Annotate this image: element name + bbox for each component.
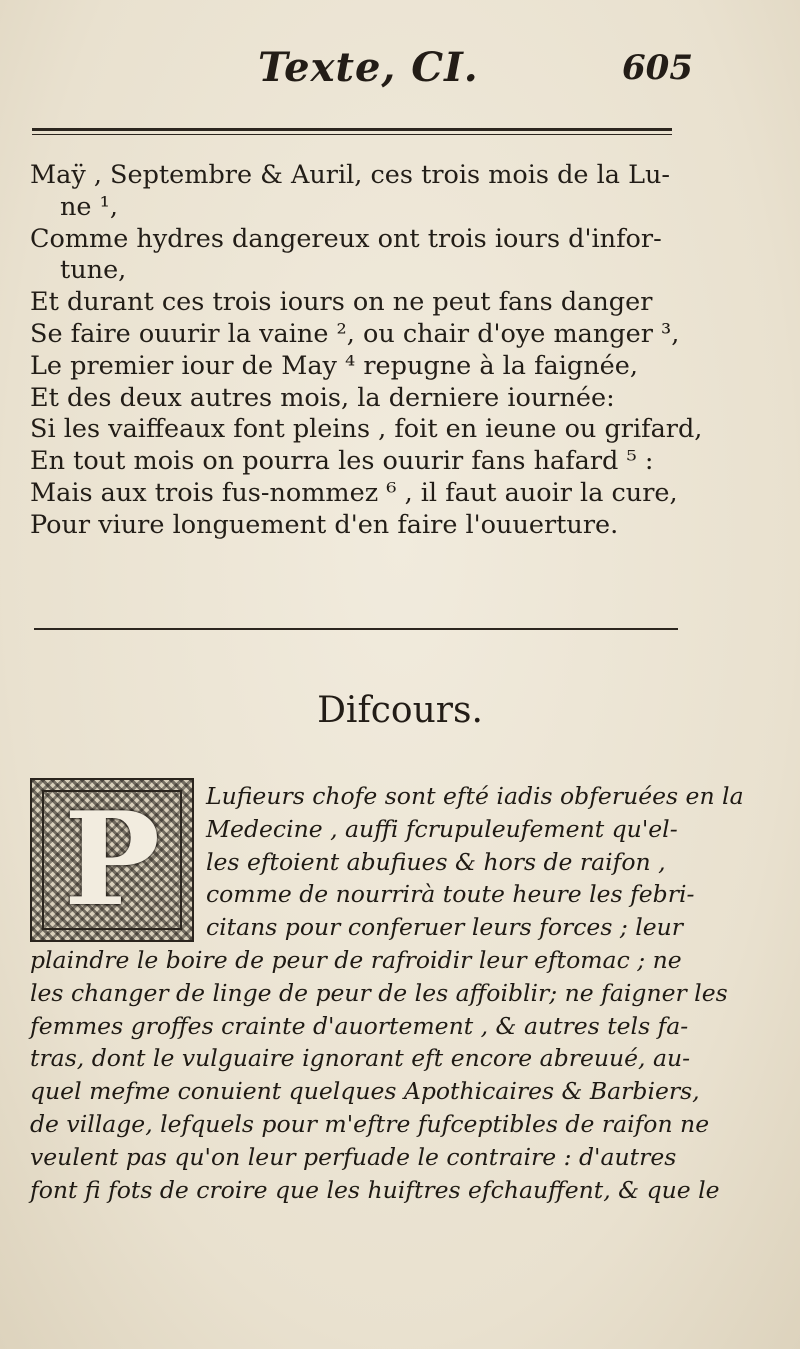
prose-line: citans pour conferuer leurs forces ; leur xyxy=(206,913,684,942)
prose-line: plaindre le boire de peur de rafroidir leur eftomac ; ne xyxy=(30,945,682,974)
prose-line: comme de nourrirà toute heure les febri- xyxy=(206,880,695,909)
verse-line: tune, xyxy=(60,255,127,286)
prose-line: les changer de linge de peur de les affoiblir; ne faigner les xyxy=(30,978,728,1007)
prose-line: font fi fots de croire que les huiftres efchauffent, & que le xyxy=(30,1175,720,1204)
verse-line: Le premier iour de May ⁴ repugne à la faignée, xyxy=(30,350,638,381)
page-number: 605 xyxy=(622,48,693,88)
verse-line: Se faire ouurir la vaine ², ou chair d'oye manger ³, xyxy=(30,318,680,349)
prose-line: Medecine , auffi fcrupuleufement qu'el- xyxy=(206,814,678,843)
verse-line: Pour viure longuement d'en faire l'ouuerture. xyxy=(30,509,619,540)
prose-line: tras, dont le vulguaire ignorant eft encore abreuué, au- xyxy=(30,1044,691,1073)
verse-line: Et des deux autres mois, la derniere iournée: xyxy=(30,382,615,413)
running-header xyxy=(0,38,800,98)
section-title: Difcours. xyxy=(317,690,483,731)
verse-line: Comme hydres dangereux ont trois iours d'infor- xyxy=(30,223,662,254)
prose-block xyxy=(30,780,744,1206)
prose-line: les eftoient abufiues & hors de raifon , xyxy=(206,847,666,876)
verse-line: ne ¹, xyxy=(60,191,118,222)
section-rule xyxy=(34,628,678,630)
verse-block xyxy=(30,160,780,542)
prose-line: veulent pas qu'on leur perfuade le contraire : d'autres xyxy=(30,1142,677,1171)
verse-line: Mais aux trois fus-nommez ⁶ , il faut auoir la cure, xyxy=(30,477,678,508)
verse-line: Maÿ , Septembre & Auril, ces trois mois de la Lu- xyxy=(30,160,671,190)
verse-line: En tout mois on pourra les ouurir fans hafard ⁵ : xyxy=(30,446,654,477)
verse-line: Si les vaiffeaux font pleins , foit en ieune ou grifard, xyxy=(30,414,703,445)
header-rule xyxy=(32,128,672,131)
prose-line: Lufieurs chofe sont efté iadis obferuées en la xyxy=(206,782,744,810)
prose-line: de village, lefquels pour m'eftre fufceptibles de raifon ne xyxy=(30,1109,710,1138)
prose-line: quel mefme conuient quelques Apothicaires & Barbiers, xyxy=(30,1077,700,1106)
header-title: Texte, CI. xyxy=(258,44,479,91)
verse-line: Et durant ces trois iours on ne peut fans danger xyxy=(30,287,653,318)
dropcap-letter: P xyxy=(63,785,161,935)
prose-line: femmes groffes crainte d'auortement , & autres tels fa- xyxy=(30,1011,689,1040)
